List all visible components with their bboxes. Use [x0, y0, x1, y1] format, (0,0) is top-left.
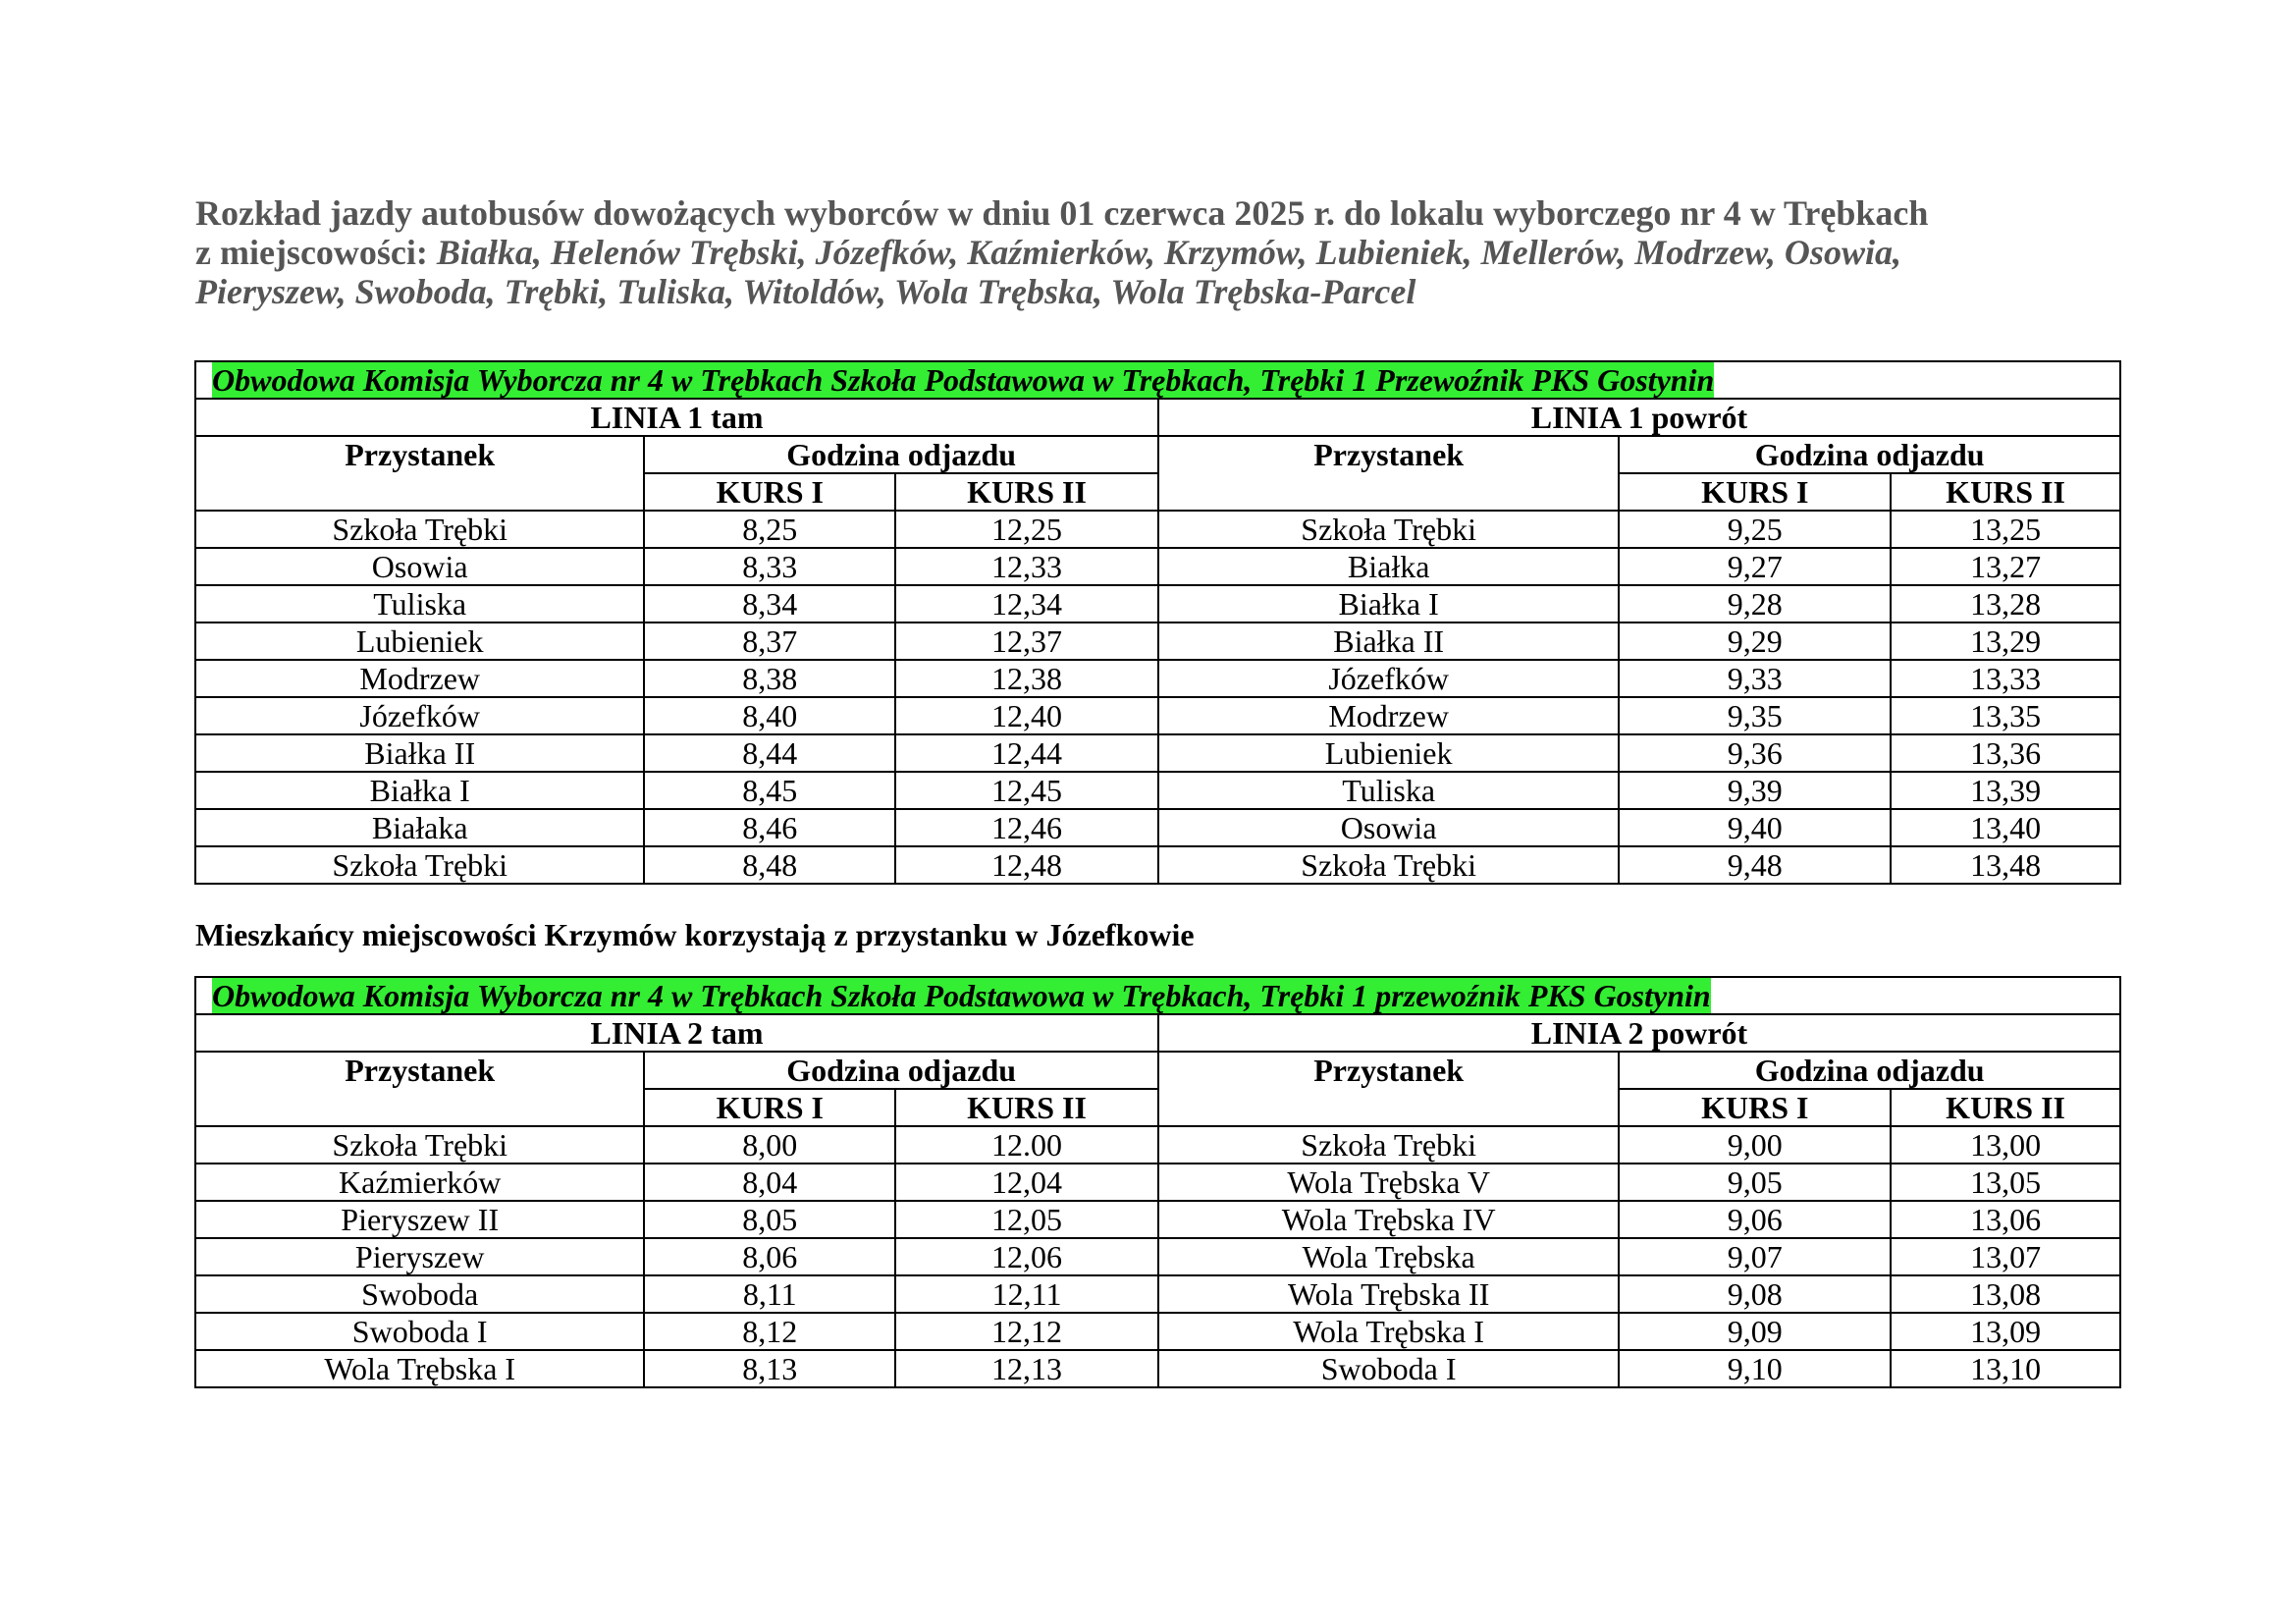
time-kurs-1-outbound: 8,45: [644, 772, 895, 809]
line-return-title: LINIA 1 powrót: [1158, 399, 2120, 436]
time-kurs-1-outbound: 8,38: [644, 660, 895, 697]
stop-outbound: Józefków: [195, 697, 644, 734]
stop-return: Osowia: [1158, 809, 1619, 846]
time-kurs-1-return: 9,36: [1619, 734, 1891, 772]
time-kurs-2-outbound: 12,12: [895, 1313, 1158, 1350]
schedule-table-line-1: [194, 360, 2121, 885]
time-kurs-2-return: 13,33: [1891, 660, 2120, 697]
stop-return: Wola Trębska II: [1158, 1275, 1619, 1313]
time-kurs-2-return: 13,07: [1891, 1238, 2120, 1275]
time-kurs-2-outbound: 12,33: [895, 548, 1158, 585]
time-kurs-1-return: 9,09: [1619, 1313, 1891, 1350]
stop-header-outbound: Przystanek: [195, 1052, 644, 1126]
kurs-1-header-outbound: KURS I: [644, 1089, 895, 1126]
stop-return: Wola Trębska I: [1158, 1313, 1619, 1350]
time-kurs-2-return: 13,36: [1891, 734, 2120, 772]
stop-outbound: Białka II: [195, 734, 644, 772]
time-kurs-2-return: 13,29: [1891, 623, 2120, 660]
stop-outbound: Szkoła Trębki: [195, 846, 644, 884]
time-kurs-1-return: 9,33: [1619, 660, 1891, 697]
time-kurs-1-return: 9,28: [1619, 585, 1891, 623]
time-kurs-1-return: 9,40: [1619, 809, 1891, 846]
stop-return: Białka II: [1158, 623, 1619, 660]
line-outbound-title: LINIA 1 tam: [195, 399, 1158, 436]
stop-outbound: Tuliska: [195, 585, 644, 623]
stop-header-outbound: Przystanek: [195, 436, 644, 511]
time-kurs-2-return: 13,10: [1891, 1350, 2120, 1387]
stop-return: Tuliska: [1158, 772, 1619, 809]
time-kurs-2-outbound: 12,13: [895, 1350, 1158, 1387]
time-kurs-2-outbound: 12,06: [895, 1238, 1158, 1275]
stop-outbound: Białaka: [195, 809, 644, 846]
stop-outbound: Kaźmierków: [195, 1164, 644, 1201]
kurs-2-header-outbound: KURS II: [895, 1089, 1158, 1126]
banner-cell: [195, 361, 2120, 399]
banner-row: [195, 361, 2120, 399]
time-kurs-1-return: 9,48: [1619, 846, 1891, 884]
stop-header-return: Przystanek: [1158, 1052, 1619, 1126]
time-kurs-2-outbound: 12,05: [895, 1201, 1158, 1238]
table-row: [195, 623, 2120, 660]
stop-return: Szkoła Trębki: [1158, 1126, 1619, 1164]
time-kurs-2-outbound: 12,45: [895, 772, 1158, 809]
time-kurs-2-outbound: 12,11: [895, 1275, 1158, 1313]
kurs-1-header-return: KURS I: [1619, 1089, 1891, 1126]
time-kurs-2-outbound: 12,25: [895, 511, 1158, 548]
time-kurs-1-outbound: 8,00: [644, 1126, 895, 1164]
stop-outbound: Wola Trębska I: [195, 1350, 644, 1387]
table-row: [195, 734, 2120, 772]
stop-return: Białka: [1158, 548, 1619, 585]
stop-header-return: Przystanek: [1158, 436, 1619, 511]
stop-return: Swoboda I: [1158, 1350, 1619, 1387]
time-header-return: Godzina odjazdu: [1619, 1052, 2120, 1089]
stop-return: Wola Trębska V: [1158, 1164, 1619, 1201]
time-kurs-1-outbound: 8,46: [644, 809, 895, 846]
schedule-table-line-2: [194, 976, 2121, 1388]
table-row: [195, 1238, 2120, 1275]
table-row: [195, 1313, 2120, 1350]
time-kurs-1-return: 9,35: [1619, 697, 1891, 734]
table-row: [195, 1201, 2120, 1238]
time-kurs-1-outbound: 8,06: [644, 1238, 895, 1275]
document-title: [195, 193, 2139, 311]
time-kurs-1-outbound: 8,44: [644, 734, 895, 772]
time-kurs-1-return: 9,10: [1619, 1350, 1891, 1387]
time-kurs-1-return: 9,39: [1619, 772, 1891, 809]
stop-return: Józefków: [1158, 660, 1619, 697]
time-kurs-1-return: 9,29: [1619, 623, 1891, 660]
table-row: [195, 548, 2120, 585]
table-row: [195, 1126, 2120, 1164]
time-kurs-2-outbound: 12,46: [895, 809, 1158, 846]
time-kurs-2-return: 13,48: [1891, 846, 2120, 884]
stop-outbound: Osowia: [195, 548, 644, 585]
time-kurs-1-return: 9,00: [1619, 1126, 1891, 1164]
time-kurs-1-outbound: 8,40: [644, 697, 895, 734]
time-kurs-2-return: 13,35: [1891, 697, 2120, 734]
table-row: [195, 846, 2120, 884]
title-places-2: Pieryszew, Swoboda, Trębki, Tuliska, Witoldów, Wola Trębska, Wola Trębska-Parcel: [195, 272, 1416, 311]
banner-text: Obwodowa Komisja Wyborcza nr 4 w Trębkach Szkoła Podstawowa w Trębkach, Trębki 1 przewoźnik PKS Gostynin: [212, 978, 1711, 1013]
stop-return: Wola Trębska IV: [1158, 1201, 1619, 1238]
stop-return: Białka I: [1158, 585, 1619, 623]
banner-cell: [195, 977, 2120, 1014]
time-kurs-1-return: 9,06: [1619, 1201, 1891, 1238]
time-kurs-1-return: 9,27: [1619, 548, 1891, 585]
table-row: [195, 1275, 2120, 1313]
time-kurs-2-return: 13,09: [1891, 1313, 2120, 1350]
stop-outbound: Swoboda I: [195, 1313, 644, 1350]
header-row: [195, 1052, 2120, 1089]
kurs-2-header-return: KURS II: [1891, 1089, 2120, 1126]
stop-return: Modrzew: [1158, 697, 1619, 734]
table-row: [195, 697, 2120, 734]
stop-return: Lubieniek: [1158, 734, 1619, 772]
time-kurs-2-return: 13,06: [1891, 1201, 2120, 1238]
stop-outbound: Modrzew: [195, 660, 644, 697]
time-kurs-1-outbound: 8,13: [644, 1350, 895, 1387]
time-header-outbound: Godzina odjazdu: [644, 436, 1158, 473]
time-kurs-1-return: 9,05: [1619, 1164, 1891, 1201]
note-krzymow: Mieszkańcy miejscowości Krzymów korzystają z przystanku w Józefkowie: [195, 917, 1195, 952]
time-kurs-2-return: 13,25: [1891, 511, 2120, 548]
time-kurs-1-outbound: 8,11: [644, 1275, 895, 1313]
kurs-2-header-return: KURS II: [1891, 473, 2120, 511]
time-kurs-1-outbound: 8,48: [644, 846, 895, 884]
time-kurs-1-outbound: 8,37: [644, 623, 895, 660]
stop-outbound: Swoboda: [195, 1275, 644, 1313]
banner-row: [195, 977, 2120, 1014]
kurs-1-header-return: KURS I: [1619, 473, 1891, 511]
table-row: [195, 660, 2120, 697]
time-kurs-1-outbound: 8,25: [644, 511, 895, 548]
header-row: [195, 436, 2120, 473]
time-kurs-2-outbound: 12,04: [895, 1164, 1158, 1201]
time-kurs-1-outbound: 8,34: [644, 585, 895, 623]
kurs-1-header-outbound: KURS I: [644, 473, 895, 511]
time-kurs-2-outbound: 12,48: [895, 846, 1158, 884]
stop-outbound: Pieryszew II: [195, 1201, 644, 1238]
stop-return: Wola Trębska: [1158, 1238, 1619, 1275]
time-kurs-2-return: 13,00: [1891, 1126, 2120, 1164]
time-kurs-1-outbound: 8,33: [644, 548, 895, 585]
stop-return: Szkoła Trębki: [1158, 846, 1619, 884]
stop-outbound: Szkoła Trębki: [195, 511, 644, 548]
stop-outbound: Lubieniek: [195, 623, 644, 660]
kurs-2-header-outbound: KURS II: [895, 473, 1158, 511]
time-header-return: Godzina odjazdu: [1619, 436, 2120, 473]
time-kurs-1-outbound: 8,05: [644, 1201, 895, 1238]
line-return-title: LINIA 2 powrót: [1158, 1014, 2120, 1052]
title-line-2: [195, 233, 2139, 272]
time-kurs-2-return: 13,28: [1891, 585, 2120, 623]
time-kurs-2-return: 13,39: [1891, 772, 2120, 809]
table-row: [195, 1164, 2120, 1201]
time-header-outbound: Godzina odjazdu: [644, 1052, 1158, 1089]
time-kurs-2-outbound: 12.00: [895, 1126, 1158, 1164]
time-kurs-2-return: 13,27: [1891, 548, 2120, 585]
time-kurs-1-return: 9,25: [1619, 511, 1891, 548]
time-kurs-1-outbound: 8,04: [644, 1164, 895, 1201]
time-kurs-2-outbound: 12,34: [895, 585, 1158, 623]
stop-outbound: Białka I: [195, 772, 644, 809]
table-row: [195, 585, 2120, 623]
table-row: [195, 511, 2120, 548]
banner-text: Obwodowa Komisja Wyborcza nr 4 w Trębkach Szkoła Podstawowa w Trębkach, Trębki 1 Przewoźnik PKS Gostynin: [212, 362, 1715, 398]
table-row: [195, 809, 2120, 846]
table-row: [195, 1350, 2120, 1387]
line-title-row: [195, 399, 2120, 436]
line-outbound-title: LINIA 2 tam: [195, 1014, 1158, 1052]
title-line-1: Rozkład jazdy autobusów dowożących wyborców w dniu 01 czerwca 2025 r. do lokalu wyborczego nr 4 w Trębkach: [195, 193, 1929, 233]
time-kurs-2-return: 13,40: [1891, 809, 2120, 846]
time-kurs-1-return: 9,07: [1619, 1238, 1891, 1275]
time-kurs-2-outbound: 12,44: [895, 734, 1158, 772]
title-prefix: z miejscowości:: [195, 233, 437, 272]
time-kurs-2-return: 13,08: [1891, 1275, 2120, 1313]
time-kurs-2-return: 13,05: [1891, 1164, 2120, 1201]
stop-outbound: Pieryszew: [195, 1238, 644, 1275]
time-kurs-2-outbound: 12,38: [895, 660, 1158, 697]
time-kurs-2-outbound: 12,40: [895, 697, 1158, 734]
stop-return: Szkoła Trębki: [1158, 511, 1619, 548]
time-kurs-2-outbound: 12,37: [895, 623, 1158, 660]
table-row: [195, 772, 2120, 809]
time-kurs-1-return: 9,08: [1619, 1275, 1891, 1313]
title-places-1: Białka, Helenów Trębski, Józefków, Kaźmierków, Krzymów, Lubieniek, Mellerów, Modrzew, Osowia,: [436, 233, 1901, 272]
time-kurs-1-outbound: 8,12: [644, 1313, 895, 1350]
line-title-row: [195, 1014, 2120, 1052]
stop-outbound: Szkoła Trębki: [195, 1126, 644, 1164]
